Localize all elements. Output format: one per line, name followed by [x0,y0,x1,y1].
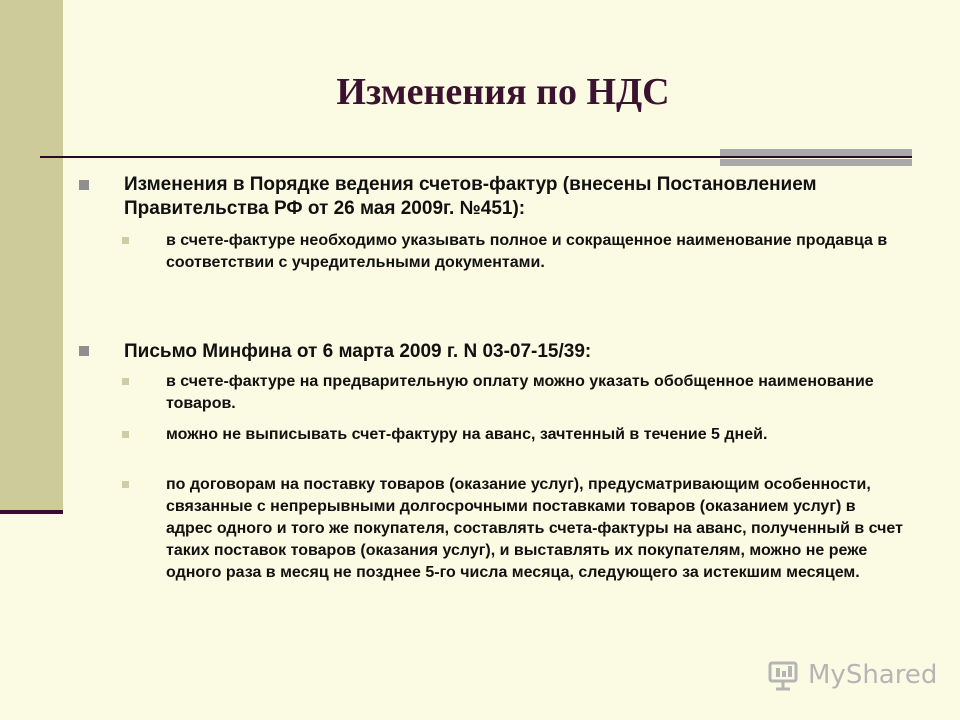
bullet-level1 [79,346,89,356]
watermark-text: MyShared [808,660,938,690]
bullet-level2 [122,431,129,438]
watermark [768,658,937,692]
bullet-level2 [122,237,129,244]
bullet-level1 [79,180,89,190]
section-heading: Письмо Минфина от 6 марта 2009 г. N 03-07-15/39: [124,341,592,362]
bullet-level2 [122,481,129,488]
list-item: можно не выписывать счет-фактуру на аванс, зачтенный в течение 5 дней. [166,426,768,443]
list-item: по договорам на поставку товаров (оказание услуг), предусматривающим особенности, связанные с непрерывными долгосрочными поставками товаров (оказанием услуг) в адрес одного и того же покупателя, составлять счета-фактуры на аванс, полученный в счет таких поставок товаров (оказания услуг), и выставлять их покупателям, можно не реже одного раза в месяц не позднее 5-го числа месяца, следующего за истекшим месяцем. [166,476,903,581]
slide-title: Изменения по НДС [336,71,670,113]
section-heading: Изменения в Порядке ведения счетов-фактур (внесены Постановлением Правительства РФ от 26 мая 2009г. №451): [124,174,817,219]
list-item: в счете-фактуре на предварительную оплату можно указать обобщенное наименование товаров. [166,373,874,412]
presentation-icon [768,659,802,691]
list-item: в счете-фактуре необходимо указывать полное и сокращенное наименование продавца в соответствии с учредительными документами. [166,232,888,271]
bullet-level2 [122,378,129,385]
